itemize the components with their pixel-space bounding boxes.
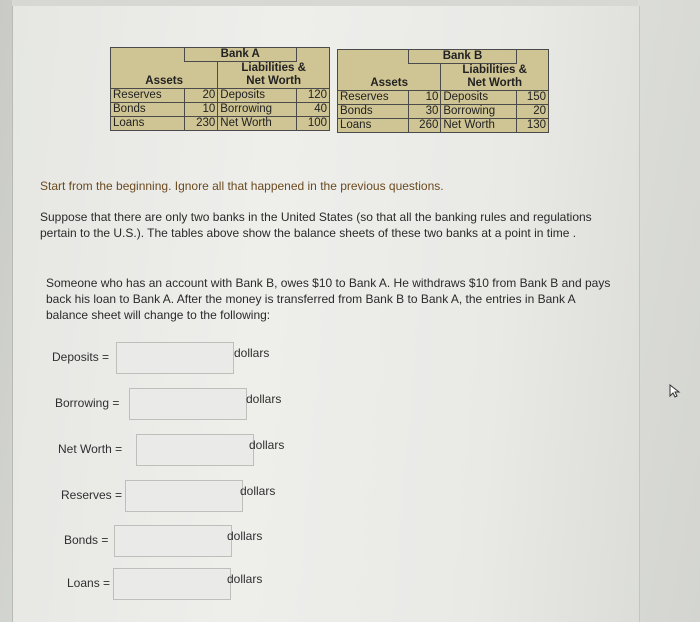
asset-value: 10 bbox=[184, 103, 217, 117]
intro-instruction: Start from the beginning. Ignore all that happened in the previous questions. bbox=[40, 179, 444, 193]
asset-label: Reserves bbox=[338, 91, 409, 105]
liability-value: 40 bbox=[296, 103, 329, 117]
asset-label: Loans bbox=[111, 117, 185, 131]
deposits-label: Deposits = bbox=[52, 350, 110, 364]
question-paragraph-2: Someone who has an account with Bank B, owes $10 to Bank A. He withdraws $10 from Bank B and pays back his loan to Bank A. After the money is transferred from Bank B to Bank A, the entries in Bank A balance sheet will change to the following: bbox=[46, 276, 611, 322]
liability-value: 100 bbox=[296, 117, 329, 131]
asset-label: Bonds bbox=[111, 103, 185, 117]
table-row bbox=[111, 103, 330, 117]
loans-label: Loans = bbox=[67, 576, 111, 590]
asset-value: 20 bbox=[184, 89, 217, 103]
borrowing-label: Borrowing = bbox=[55, 396, 120, 410]
table-row bbox=[111, 89, 330, 103]
reserves-label: Reserves = bbox=[61, 488, 123, 502]
asset-value: 230 bbox=[184, 117, 217, 131]
bank-a-title: Bank A bbox=[184, 48, 296, 62]
table-row bbox=[111, 117, 330, 131]
mouse-cursor-icon bbox=[669, 384, 681, 398]
deposits-input[interactable] bbox=[116, 342, 234, 374]
liability-label: Borrowing bbox=[218, 103, 296, 117]
bank-b-assets-header: Assets bbox=[338, 77, 441, 91]
loans-unit: dollars bbox=[227, 572, 263, 586]
bank-b-liab-header-2: Net Worth bbox=[441, 77, 549, 91]
borrowing-unit: dollars bbox=[246, 392, 282, 406]
asset-label: Loans bbox=[338, 119, 409, 133]
liability-label: Net Worth bbox=[441, 119, 516, 133]
question-paragraph-1: Suppose that there are only two banks in the United States (so that all the banking rules and regulations pertain to the U.S.). The tables above show the balance sheets of these two banks at a point in time . bbox=[40, 210, 592, 240]
reserves-input[interactable] bbox=[125, 480, 243, 512]
borrowing-input[interactable] bbox=[129, 388, 247, 420]
liability-value: 150 bbox=[516, 91, 548, 105]
liability-value: 20 bbox=[516, 105, 548, 119]
reserves-unit: dollars bbox=[240, 484, 276, 498]
bonds-label: Bonds = bbox=[64, 533, 109, 547]
liability-label: Deposits bbox=[218, 89, 296, 103]
bank-b-balance-sheet bbox=[337, 49, 549, 133]
asset-value: 260 bbox=[409, 119, 441, 133]
deposits-unit: dollars bbox=[234, 346, 270, 360]
asset-label: Reserves bbox=[111, 89, 185, 103]
liability-value: 120 bbox=[296, 89, 329, 103]
table-row bbox=[338, 119, 549, 133]
liability-label: Deposits bbox=[441, 91, 516, 105]
net-worth-unit: dollars bbox=[249, 438, 285, 452]
net-worth-input[interactable] bbox=[136, 434, 254, 466]
asset-value: 30 bbox=[409, 105, 441, 119]
bank-a-liab-header-2: Net Worth bbox=[218, 75, 330, 89]
liability-label: Borrowing bbox=[441, 105, 516, 119]
bank-b-liab-header-1: Liabilities & bbox=[441, 64, 549, 78]
bonds-unit: dollars bbox=[227, 529, 263, 543]
asset-label: Bonds bbox=[338, 105, 409, 119]
loans-input[interactable] bbox=[113, 568, 231, 600]
asset-value: 10 bbox=[409, 91, 441, 105]
bank-a-balance-sheet bbox=[110, 47, 330, 131]
table-row bbox=[338, 105, 549, 119]
bonds-input[interactable] bbox=[114, 525, 232, 557]
liability-label: Net Worth bbox=[218, 117, 296, 131]
liability-value: 130 bbox=[516, 119, 548, 133]
bank-a-liab-header-1: Liabilities & bbox=[218, 62, 330, 76]
table-row bbox=[338, 91, 549, 105]
bank-b-title: Bank B bbox=[409, 50, 517, 64]
net-worth-label: Net Worth = bbox=[58, 442, 123, 456]
bank-a-assets-header: Assets bbox=[111, 75, 218, 89]
